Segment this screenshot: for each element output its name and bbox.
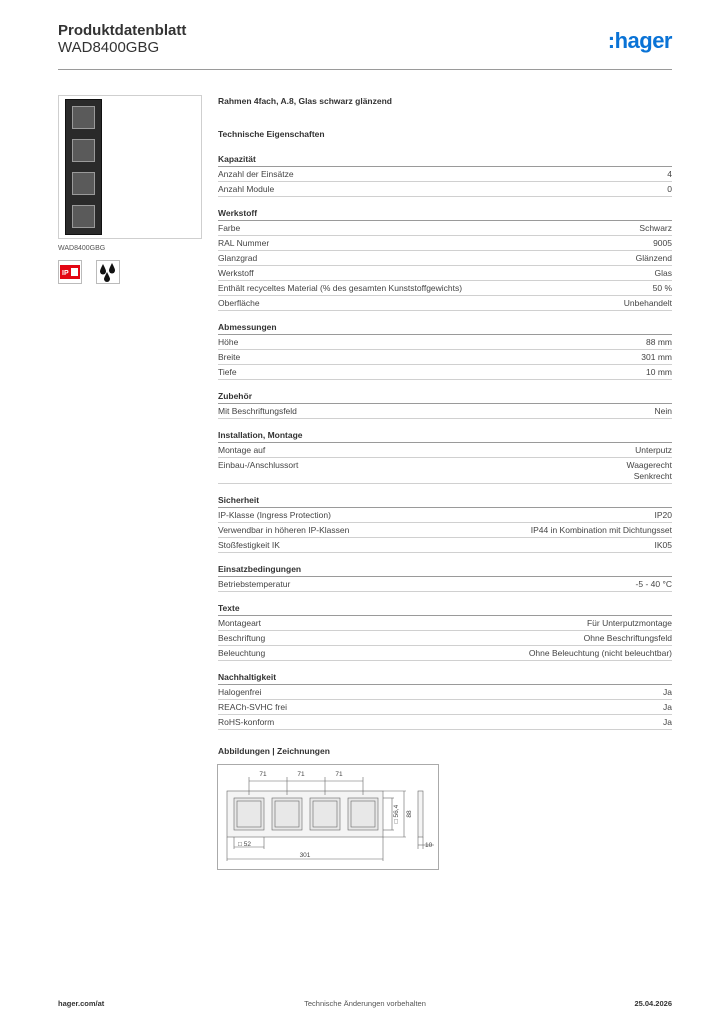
footer-website-link[interactable]: hager.com/at: [58, 999, 105, 1008]
property-group: [218, 207, 672, 311]
property-label: REACh-SVHC frei: [218, 702, 287, 712]
property-row: [218, 631, 672, 646]
property-label: Einbau-/Anschlussort: [218, 460, 299, 470]
property-row: [218, 523, 672, 538]
property-group-title: Abmessungen: [218, 321, 672, 335]
hager-logo: :hager: [607, 28, 672, 53]
property-value: Nein: [654, 406, 672, 416]
property-group-title: Kapazität: [218, 153, 672, 167]
property-group-title: Sicherheit: [218, 494, 672, 508]
property-label: Oberfläche: [218, 298, 260, 308]
property-value: 4: [667, 169, 672, 179]
section-title: Technische Eigenschaften: [218, 129, 325, 139]
page-header: [58, 22, 672, 70]
property-row: [218, 700, 672, 715]
property-label: Anzahl der Einsätze: [218, 169, 294, 179]
property-group: [218, 429, 672, 484]
property-value: Ja: [663, 717, 672, 727]
property-group-title: Nachhaltigkeit: [218, 671, 672, 685]
property-value: Unbehandelt: [623, 298, 672, 308]
property-value: 88 mm: [646, 337, 672, 347]
property-groups: [218, 153, 672, 730]
property-row: [218, 443, 672, 458]
property-label: Montage auf: [218, 445, 266, 455]
property-label: Montageart: [218, 618, 261, 628]
dim-pitch-3: 71: [335, 771, 343, 778]
property-group-title: Installation, Montage: [218, 429, 672, 443]
footer-date: 25.04.2026: [634, 999, 672, 1008]
property-group: [218, 563, 672, 592]
property-value: 50 %: [652, 283, 672, 293]
property-row: [218, 266, 672, 281]
property-group: [218, 494, 672, 553]
property-label: Höhe: [218, 337, 239, 347]
property-value: -5 - 40 °C: [635, 579, 672, 589]
property-value: 10 mm: [646, 367, 672, 377]
dimension-drawing: [218, 765, 438, 869]
dim-pitch-2: 71: [297, 771, 305, 778]
property-row: [218, 538, 672, 553]
property-group: [218, 602, 672, 661]
technical-drawing: [217, 764, 439, 870]
property-value: Ohne Beschriftungsfeld: [583, 633, 672, 643]
property-value: Ja: [663, 702, 672, 712]
property-row: [218, 715, 672, 730]
dim-height: 88: [406, 810, 413, 818]
dim-pitch-1: 71: [259, 771, 267, 778]
property-value: 301 mm: [641, 352, 672, 362]
product-image-column: [58, 95, 202, 284]
property-label: Stoßfestigkeit IK: [218, 540, 280, 550]
ip-rating-icon: [58, 260, 82, 284]
drawing-title: Abbildungen | Zeichnungen: [218, 746, 330, 756]
property-label: Werkstoff: [218, 268, 254, 278]
property-value: Ohne Beleuchtung (nicht beleuchtbar): [528, 648, 672, 658]
article-number: WAD8400GBG: [58, 39, 160, 56]
property-value: Waagerecht Senkrecht: [626, 460, 672, 481]
product-name: Rahmen 4fach, A.8, Glas schwarz glänzend: [218, 96, 392, 106]
property-row: [218, 236, 672, 251]
property-value: IK05: [654, 540, 672, 550]
property-row: [218, 221, 672, 236]
dim-width: 301: [299, 852, 311, 859]
water-drops-icon: [96, 260, 120, 284]
property-label: Glanzgrad: [218, 253, 258, 263]
property-label: RoHS-konform: [218, 717, 275, 727]
property-group-title: Werkstoff: [218, 207, 672, 221]
property-row: [218, 335, 672, 350]
property-row: [218, 577, 672, 592]
property-label: Breite: [218, 352, 241, 362]
property-row: [218, 458, 672, 484]
property-label: Farbe: [218, 223, 241, 233]
property-row: [218, 182, 672, 197]
property-label: Verwendbar in höheren IP-Klassen: [218, 525, 350, 535]
property-value: 0: [667, 184, 672, 194]
property-row: [218, 508, 672, 523]
property-row: [218, 685, 672, 700]
property-group-title: Texte: [218, 602, 672, 616]
property-value: Ja: [663, 687, 672, 697]
property-group-title: Einsatzbedingungen: [218, 563, 672, 577]
dim-inner-height: □ 56,4: [393, 804, 400, 824]
property-value: Glas: [654, 268, 672, 278]
property-value: Unterputz: [635, 445, 672, 455]
property-value: Schwarz: [639, 223, 672, 233]
dim-opening: □ 52: [238, 841, 251, 848]
technical-data: [218, 95, 672, 760]
property-row: [218, 365, 672, 380]
property-row: [218, 646, 672, 661]
property-label: Halogenfrei: [218, 687, 262, 697]
certification-icons: [58, 260, 202, 284]
property-row: [218, 251, 672, 266]
property-label: Tiefe: [218, 367, 237, 377]
property-group: [218, 390, 672, 419]
property-value: Glänzend: [635, 253, 672, 263]
property-value: Für Unterputzmontage: [586, 618, 672, 628]
property-value: IP20: [654, 510, 672, 520]
property-row: [218, 296, 672, 311]
frame-opening: [72, 106, 95, 129]
property-row: [218, 404, 672, 419]
property-label: Betriebstemperatur: [218, 579, 291, 589]
property-value: 9005: [653, 238, 672, 248]
property-label: Beschriftung: [218, 633, 266, 643]
product-image: [58, 95, 202, 239]
property-group-title: Zubehör: [218, 390, 672, 404]
document-title: Produktdatenblatt: [58, 22, 187, 39]
property-label: IP-Klasse (Ingress Protection): [218, 510, 331, 520]
footer-note: Technische Änderungen vorbehalten: [304, 999, 426, 1008]
property-label: Anzahl Module: [218, 184, 275, 194]
frame-opening: [72, 139, 95, 162]
product-image-label: WAD8400GBG: [58, 245, 106, 252]
property-label: Enthält recyceltes Material (% des gesamten Kunststoffgewichts): [218, 283, 463, 293]
property-row: [218, 350, 672, 365]
property-group: [218, 671, 672, 730]
frame-opening: [72, 172, 95, 195]
property-row: [218, 281, 672, 296]
property-row: [218, 616, 672, 631]
property-label: Mit Beschriftungsfeld: [218, 406, 297, 416]
frame-illustration: [65, 99, 102, 235]
property-row: [218, 167, 672, 182]
property-group: [218, 153, 672, 197]
property-label: Beleuchtung: [218, 648, 266, 658]
svg-text:IP: IP: [62, 270, 69, 277]
property-label: RAL Nummer: [218, 238, 270, 248]
property-group: [218, 321, 672, 380]
property-value: IP44 in Kombination mit Dichtungsset: [530, 525, 672, 535]
frame-opening: [72, 205, 95, 228]
dim-depth: 10: [425, 842, 433, 849]
